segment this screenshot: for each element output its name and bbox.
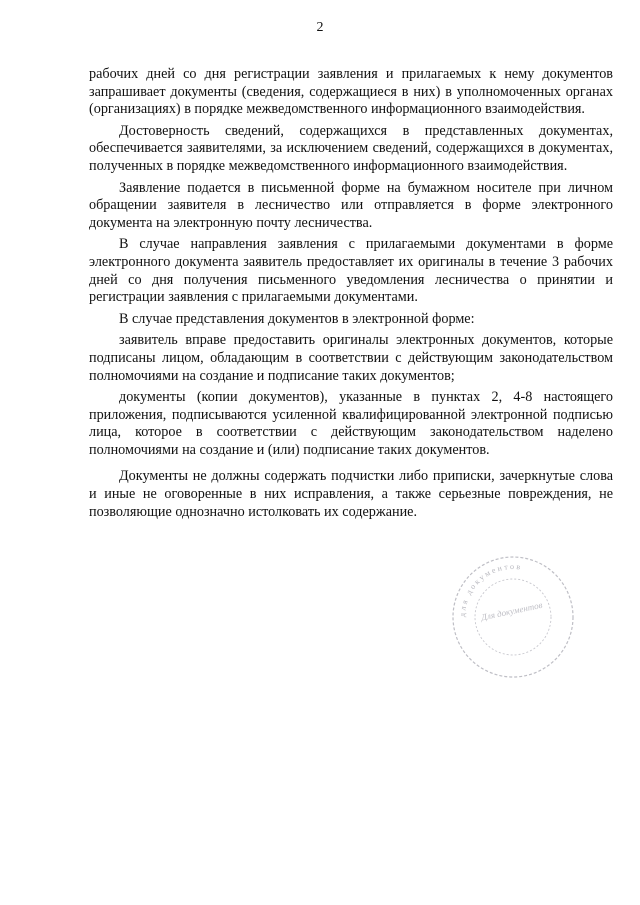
paragraph-4: В случае направления заявления с прилагаемыми документами в форме электронного документа заявитель предоставляет их оригиналы в течение 3 рабочих дней со дня получения письменного уведомления лесничества о принятии и регистрации заявления с прилагаемыми документами.: [89, 236, 613, 306]
paragraph-2: Достоверность сведений, содержащихся в представленных документах, обеспечивается заявителями, за исключением сведений, содержащихся в документах, полученных в порядке межведомственного информационного взаимодействия.: [89, 122, 613, 174]
page-number: 2: [316, 20, 324, 35]
paragraph-7: документы (копии документов), указанные в пунктах 2, 4-8 настоящего приложения, подписываются усиленной квалифицированной электронной подписью лица, которое в соответствии с действующим законодательством наделено полномочиями на создание и (или) подписание таких документов.: [89, 389, 613, 458]
paragraph-1: рабочих дней со дня регистрации заявления и прилагаемых к нему документов запрашивает документы (сведения, содержащиеся в них) в уполномоченных органах (организациях) в порядке межведомственного информационного взаимодействия.: [89, 66, 613, 118]
stamp-ring-text: для документов: [457, 561, 523, 618]
paragraph-6: заявитель вправе предоставить оригиналы электронных документов, которые подписаны лицом, обладающим в соответствии с действующим законодательством полномочиями на создание и подписание таких документов;: [89, 332, 613, 384]
stamp-center-text: Для документов: [480, 599, 544, 623]
paragraph-8: Документы не должны содержать подчистки либо приписки, зачеркнутые слова и иные не оговоренные в них исправления, а также серьезные повреждения, не позволяющие однозначно истолковать их содержание.: [89, 468, 613, 520]
paragraph-3: Заявление подается в письменной форме на бумажном носителе при личном обращении заявителя в лесничество или отправляется в форме электронного документа на электронную почту лесничества.: [89, 179, 613, 231]
document-body: [89, 66, 613, 525]
paragraph-5: В случае представления документов в электронной форме:: [119, 310, 475, 327]
stamp-seal: [448, 552, 578, 682]
